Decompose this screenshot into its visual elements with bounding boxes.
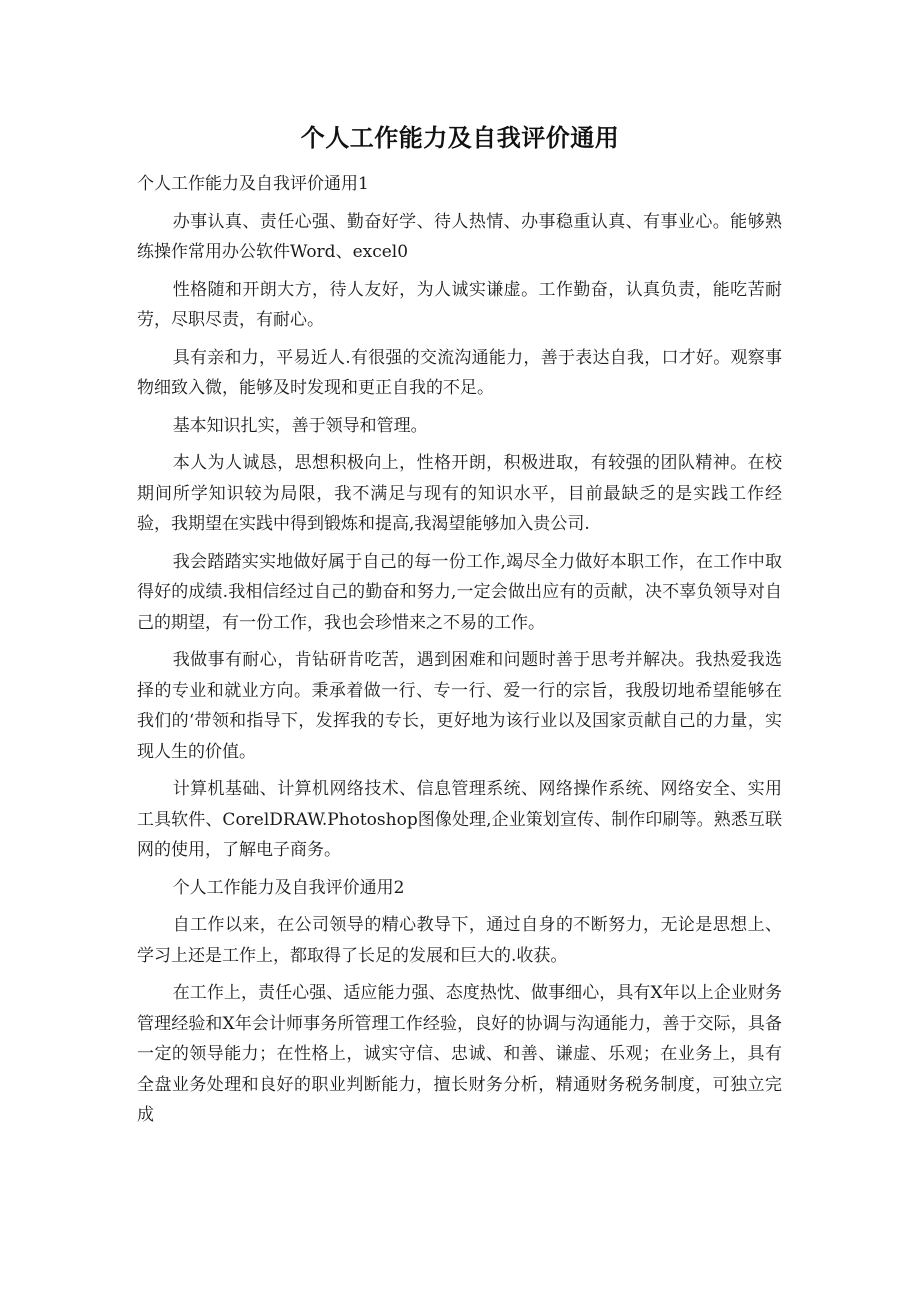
body-paragraph: 本人为人诚恳，思想积极向上，性格开朗，积极进取，有较强的团队精神。在校期间所学知识较为局限，我不满足与现有的知识水平，目前最缺乏的是实践工作经验，我期望在实践中得到锻炼和提高,我渴望能够加入贵公司. [137,453,782,534]
body-paragraph: 性格随和开朗大方，待人友好，为人诚实谦虚。工作勤奋，认真负责，能吃苦耐劳，尽职尽责，有耐心。 [137,279,782,330]
body-paragraph: 计算机基础、计算机网络技术、信息管理系统、网络操作系统、网络安全、实用工具软件、CorelDRAW.Photoshop图像处理,企业策划宣传、制作印刷等。熟悉互联网的使用，了解电子商务。 [137,779,782,860]
body-paragraph: 办事认真、责任心强、勤奋好学、待人热情、办事稳重认真、有事业心。能够熟练操作常用办公软件Word、excel0 [137,211,782,262]
section-heading-2: 个人工作能力及自我评价通用2 [172,877,405,898]
body-paragraph: 基本知识扎实，善于领导和管理。 [172,415,428,436]
body-paragraph: 自工作以来，在公司领导的精心教导下，通过自身的不断努力，无论是思想上、学习上还是工作上，都取得了长足的发展和巨大的.收获。 [137,915,782,966]
section-heading-1: 个人工作能力及自我评价通用1 [137,174,369,194]
document-body [137,169,782,1138]
body-paragraph: 在工作上，责任心强、适应能力强、态度热忱、做事细心，具有X年以上企业财务管理经验和X年会计师事务所管理工作经验，良好的协调与沟通能力，善于交际，具备一定的领导能力；在性格上，诚实守信、忠诚、和善、谦虚、乐观；在业务上，具有全盘业务处理和良好的职业判断能力，擅长财务分析，精通财务税务制度，可独立完成 [137,983,782,1125]
body-paragraph: 我做事有耐心，肯钻研肯吃苦，遇到困难和问题时善于思考并解决。我热爱我选择的专业和就业方向。秉承着做一行、专一行、爱一行的宗旨，我殷切地希望能够在我们的‘带领和指导下，发挥我的专长，更好地为该行业以及国家贡献自己的力量，实现人生的价值。 [137,650,782,762]
body-paragraph: 我会踏踏实实地做好属于自己的每一份工作,竭尽全力做好本职工作，在工作中取得好的成绩.我相信经过自己的勤奋和努力,一定会做出应有的贡献，决不辜负领导对自己的期望，有一份工作，我也会珍惜来之不易的工作。 [137,551,782,633]
body-paragraph: 具有亲和力，平易近人.有很强的交流沟通能力，善于表达自我，口才好。观察事物细致入微，能够及时发现和更正自我的不足。 [137,347,782,398]
document-title: 个人工作能力及自我评价通用 [300,124,620,152]
